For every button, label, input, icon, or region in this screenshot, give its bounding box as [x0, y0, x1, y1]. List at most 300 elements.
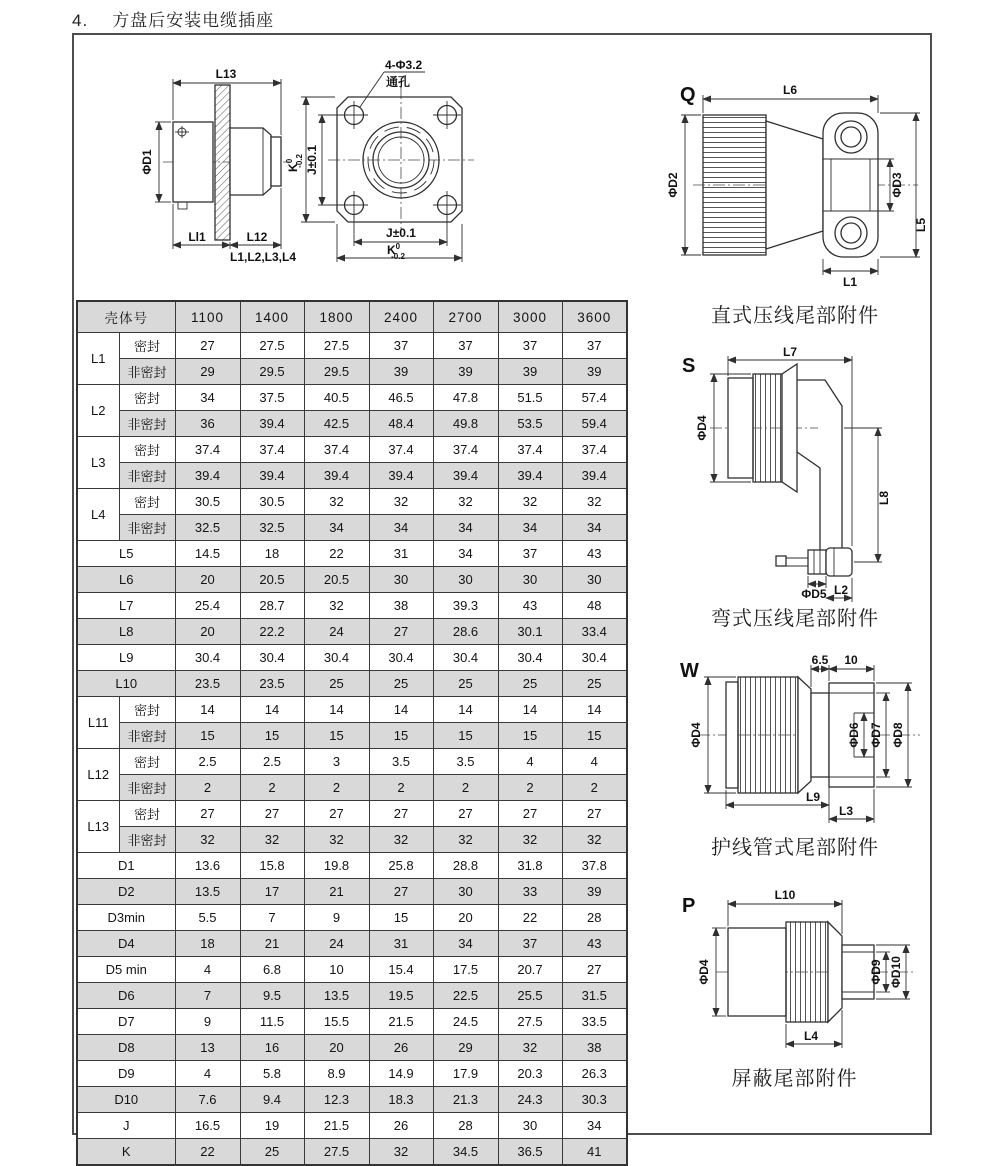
value-cell: 43: [562, 931, 627, 957]
table-row: [77, 593, 627, 619]
value-cell: 20: [304, 1035, 369, 1061]
value-cell: 22.2: [240, 619, 304, 645]
dim-label-d8: ΦD8: [891, 722, 905, 748]
value-cell: 9: [175, 1009, 240, 1035]
neck: [811, 693, 829, 777]
row-group-label: L11: [77, 697, 119, 749]
value-cell: 27: [240, 801, 304, 827]
row-label: D1: [77, 853, 175, 879]
value-cell: 27: [369, 619, 433, 645]
dim-label-d10: ΦD10: [889, 956, 903, 988]
table-row: [77, 983, 627, 1009]
accessory-q-letter: Q: [680, 84, 696, 106]
value-cell: 2: [304, 775, 369, 801]
holes-note: 4-Φ3.2: [385, 58, 423, 72]
value-cell: 32: [304, 489, 369, 515]
dim-label-l6: L6: [782, 83, 798, 97]
value-cell: 27.5: [498, 1009, 562, 1035]
row-label: L10: [77, 671, 175, 697]
row-sub-label: 非密封: [119, 827, 175, 853]
value-cell: 32: [175, 827, 240, 853]
flange-disc: [728, 378, 753, 478]
value-cell: 42.5: [304, 411, 369, 437]
value-cell: 37.4: [240, 437, 304, 463]
row-group-label: L4: [77, 489, 119, 541]
value-cell: 39: [562, 879, 627, 905]
knurled-ring: [786, 922, 828, 1022]
value-cell: 22: [304, 541, 369, 567]
table-row: [77, 1035, 627, 1061]
dim-label-l9: L9: [806, 790, 821, 804]
value-cell: 39.4: [240, 411, 304, 437]
table-row: [77, 1139, 627, 1166]
value-cell: 21: [304, 879, 369, 905]
table-row: [77, 749, 627, 775]
value-cell: 17.5: [433, 957, 498, 983]
value-cell: 28.8: [433, 853, 498, 879]
value-cell: 20.5: [240, 567, 304, 593]
table-row: [77, 905, 627, 931]
value-cell: 24.5: [433, 1009, 498, 1035]
value-cell: 19.8: [304, 853, 369, 879]
dim-label-10: 10: [844, 653, 858, 667]
value-cell: 37: [433, 333, 498, 359]
value-cell: 31.8: [498, 853, 562, 879]
value-cell: 15: [369, 723, 433, 749]
value-cell: 25.8: [369, 853, 433, 879]
table-row: [77, 1061, 627, 1087]
header-cell: 2400: [369, 301, 433, 333]
header-cell: 3000: [498, 301, 562, 333]
front-view: [285, 58, 474, 262]
value-cell: 31: [369, 541, 433, 567]
value-cell: 30.4: [304, 645, 369, 671]
value-cell: 7.6: [175, 1087, 240, 1113]
value-cell: 17.9: [433, 1061, 498, 1087]
value-cell: 32: [304, 827, 369, 853]
value-cell: 6.8: [240, 957, 304, 983]
body-cylinder: [728, 928, 786, 1016]
dim-label-l5: L5: [914, 217, 928, 233]
value-cell: 20: [175, 567, 240, 593]
value-cell: 30.4: [369, 645, 433, 671]
dimension-table: [76, 300, 628, 1166]
value-cell: 51.5: [498, 385, 562, 411]
value-cell: 33: [498, 879, 562, 905]
value-cell: 39.4: [562, 463, 627, 489]
dim-label-d7: ΦD7: [869, 722, 883, 748]
taper-body: [766, 121, 823, 249]
row-label: D5 min: [77, 957, 175, 983]
row-group-label: L2: [77, 385, 119, 437]
value-cell: 25: [240, 1139, 304, 1166]
value-cell: 34.5: [433, 1139, 498, 1166]
dim-label-d2: ΦD2: [666, 172, 680, 198]
value-cell: 39.4: [369, 463, 433, 489]
dim-label-l7: L7: [782, 345, 798, 359]
value-cell: 27: [304, 801, 369, 827]
value-cell: 34: [175, 385, 240, 411]
value-cell: 32: [369, 489, 433, 515]
value-cell: 4: [498, 749, 562, 775]
knurled-ring: [753, 374, 782, 482]
flange-plate-hatched: [215, 85, 230, 240]
value-cell: 14: [369, 697, 433, 723]
value-cell: 15: [240, 723, 304, 749]
dim-label-j-bottom: J±0.1: [386, 226, 416, 240]
value-cell: 39.4: [433, 463, 498, 489]
value-cell: 37: [498, 541, 562, 567]
value-cell: 13.5: [304, 983, 369, 1009]
value-cell: 2.5: [175, 749, 240, 775]
value-cell: 32: [433, 827, 498, 853]
accessory-p-drawing: [668, 890, 926, 1055]
table-row: [77, 411, 627, 437]
value-cell: 32.5: [240, 515, 304, 541]
value-cell: 46.5: [369, 385, 433, 411]
value-cell: 13.6: [175, 853, 240, 879]
value-cell: 32: [562, 489, 627, 515]
value-cell: 40.5: [304, 385, 369, 411]
value-cell: 34: [433, 515, 498, 541]
row-group-label: L12: [77, 749, 119, 801]
dim-label-6-5: 6.5: [811, 653, 829, 667]
value-cell: 30.4: [498, 645, 562, 671]
value-cell: 20: [433, 905, 498, 931]
dim-label-l12: L12: [246, 230, 268, 244]
value-cell: 33.5: [562, 1009, 627, 1035]
table-row: [77, 697, 627, 723]
value-cell: 2: [240, 775, 304, 801]
value-cell: 30.5: [175, 489, 240, 515]
value-cell: 14: [433, 697, 498, 723]
value-cell: 37.5: [240, 385, 304, 411]
row-sub-label: 密封: [119, 385, 175, 411]
row-label: D10: [77, 1087, 175, 1113]
dim-label-d3: ΦD3: [890, 172, 904, 198]
value-cell: 4: [175, 1061, 240, 1087]
value-cell: 23.5: [175, 671, 240, 697]
row-sub-label: 密封: [119, 489, 175, 515]
value-cell: 30.4: [175, 645, 240, 671]
value-cell: 12.3: [304, 1087, 369, 1113]
value-cell: 27: [175, 333, 240, 359]
value-cell: 7: [240, 905, 304, 931]
row-sub-label: 密封: [119, 749, 175, 775]
value-cell: 21.5: [304, 1113, 369, 1139]
value-cell: 19: [240, 1113, 304, 1139]
value-cell: 36.5: [498, 1139, 562, 1166]
value-cell: 15.5: [304, 1009, 369, 1035]
value-cell: 30: [562, 567, 627, 593]
value-cell: 39: [498, 359, 562, 385]
row-label: L6: [77, 567, 175, 593]
value-cell: 32: [498, 827, 562, 853]
value-cell: 25: [369, 671, 433, 697]
value-cell: 29: [175, 359, 240, 385]
value-cell: 18.3: [369, 1087, 433, 1113]
value-cell: 14: [175, 697, 240, 723]
table-row: [77, 801, 627, 827]
row-sub-label: 密封: [119, 697, 175, 723]
dim-label-d4: ΦD4: [697, 959, 711, 985]
row-label: D2: [77, 879, 175, 905]
value-cell: 39.4: [498, 463, 562, 489]
value-cell: 25: [304, 671, 369, 697]
value-cell: 21.5: [369, 1009, 433, 1035]
value-cell: 14: [304, 697, 369, 723]
value-cell: 9: [304, 905, 369, 931]
table-row: [77, 567, 627, 593]
header-cell: 3600: [562, 301, 627, 333]
side-view: [140, 67, 296, 264]
value-cell: 15: [562, 723, 627, 749]
value-cell: 27: [562, 801, 627, 827]
header-cell: 1100: [175, 301, 240, 333]
elbow-tube: [797, 380, 842, 554]
value-cell: 39: [562, 359, 627, 385]
table-header-row: [77, 301, 627, 333]
table-row: [77, 1009, 627, 1035]
value-cell: 33.4: [562, 619, 627, 645]
value-cell: 37: [369, 333, 433, 359]
value-cell: 27: [433, 801, 498, 827]
value-cell: 32: [240, 827, 304, 853]
value-cell: 4: [175, 957, 240, 983]
value-cell: 2: [369, 775, 433, 801]
value-cell: 28.6: [433, 619, 498, 645]
value-cell: 9.4: [240, 1087, 304, 1113]
row-label: L9: [77, 645, 175, 671]
flange-disc: [726, 682, 738, 788]
row-label: J: [77, 1113, 175, 1139]
value-cell: 22: [175, 1139, 240, 1166]
row-label: L7: [77, 593, 175, 619]
accessory-s-drawing: [668, 345, 926, 603]
value-cell: 14: [240, 697, 304, 723]
value-cell: 39.4: [304, 463, 369, 489]
row-sub-label: 非密封: [119, 723, 175, 749]
value-cell: 39.3: [433, 593, 498, 619]
value-cell: 2: [562, 775, 627, 801]
table-row: [77, 385, 627, 411]
square-flange-outline: [337, 97, 462, 222]
value-cell: 39: [369, 359, 433, 385]
value-cell: 34: [498, 515, 562, 541]
value-cell: 37.8: [562, 853, 627, 879]
accessory-w-drawing: [668, 655, 926, 827]
cable-clamp: [776, 548, 852, 576]
value-cell: 10: [304, 957, 369, 983]
value-cell: 2.5: [240, 749, 304, 775]
section-title: 方盘后安装电缆插座: [112, 11, 275, 30]
value-cell: 13: [175, 1035, 240, 1061]
value-cell: 34: [369, 515, 433, 541]
holes-note-2: 通孔: [386, 75, 411, 89]
table-row: [77, 515, 627, 541]
value-cell: 30: [369, 567, 433, 593]
dim-label-l3: L3: [838, 804, 854, 818]
value-cell: 25: [562, 671, 627, 697]
value-cell: 21.3: [433, 1087, 498, 1113]
value-cell: 14: [562, 697, 627, 723]
value-cell: 28.7: [240, 593, 304, 619]
value-cell: 5.8: [240, 1061, 304, 1087]
threaded-section: [230, 128, 271, 195]
value-cell: 26: [369, 1035, 433, 1061]
value-cell: 26.3: [562, 1061, 627, 1087]
value-cell: 34: [433, 541, 498, 567]
value-cell: 39.4: [175, 463, 240, 489]
value-cell: 15.8: [240, 853, 304, 879]
value-cell: 27: [498, 801, 562, 827]
value-cell: 37.4: [562, 437, 627, 463]
value-cell: 34: [562, 1113, 627, 1139]
value-cell: 30.4: [562, 645, 627, 671]
value-cell: 37: [498, 931, 562, 957]
dim-label-l8: L8: [877, 490, 891, 506]
value-cell: 36: [175, 411, 240, 437]
value-cell: 22.5: [433, 983, 498, 1009]
value-cell: 25: [498, 671, 562, 697]
value-cell: 39.4: [240, 463, 304, 489]
value-cell: 3.5: [433, 749, 498, 775]
value-cell: 32: [304, 593, 369, 619]
value-cell: 29.5: [304, 359, 369, 385]
section-number: 4.: [72, 11, 89, 30]
dim-label-k-left: $K^0-0.2$: [285, 154, 304, 172]
value-cell: 24.3: [498, 1087, 562, 1113]
dim-label-lgroup: L1,L2,L3,L4: [229, 250, 297, 264]
value-cell: 49.8: [433, 411, 498, 437]
header-shell-label: 壳体号: [77, 301, 175, 333]
value-cell: 14: [498, 697, 562, 723]
dim-label-l1: L1: [842, 275, 858, 289]
value-cell: 31.5: [562, 983, 627, 1009]
value-cell: 30: [433, 567, 498, 593]
dim-label-l2: L2: [833, 583, 849, 597]
value-cell: 27: [369, 879, 433, 905]
value-cell: 37.4: [498, 437, 562, 463]
dim-label-d1: ΦD1: [140, 149, 154, 175]
table-row: [77, 645, 627, 671]
value-cell: 38: [562, 1035, 627, 1061]
accessory-p-letter: P: [682, 895, 696, 917]
value-cell: 9.5: [240, 983, 304, 1009]
value-cell: 4: [562, 749, 627, 775]
value-cell: 27.5: [304, 333, 369, 359]
dim-label-l4: L4: [803, 1029, 819, 1043]
row-label: K: [77, 1139, 175, 1166]
dim-label-l11: Ll1: [188, 230, 206, 244]
value-cell: 27.5: [304, 1139, 369, 1166]
dim-label-k-bottom: $K^0$ -0.2: [387, 242, 405, 261]
table-row: [77, 931, 627, 957]
value-cell: 39: [433, 359, 498, 385]
value-cell: 8.9: [304, 1061, 369, 1087]
table-row: [77, 541, 627, 567]
accessory-w-letter: W: [680, 660, 699, 682]
value-cell: 14.5: [175, 541, 240, 567]
value-cell: 27: [562, 957, 627, 983]
value-cell: 27: [175, 801, 240, 827]
flare-cap: [798, 677, 811, 793]
value-cell: 28: [562, 905, 627, 931]
value-cell: 37: [498, 333, 562, 359]
flare-cap: [828, 922, 842, 1022]
table-row: [77, 853, 627, 879]
value-cell: 37.4: [433, 437, 498, 463]
value-cell: 30: [498, 567, 562, 593]
value-cell: 43: [498, 593, 562, 619]
value-cell: 20: [175, 619, 240, 645]
value-cell: 38: [369, 593, 433, 619]
value-cell: 20.3: [498, 1061, 562, 1087]
value-cell: 29.5: [240, 359, 304, 385]
accessory-s-letter: S: [682, 355, 696, 377]
row-label: L5: [77, 541, 175, 567]
value-cell: 30.1: [498, 619, 562, 645]
table-row: [77, 879, 627, 905]
value-cell: 30.4: [433, 645, 498, 671]
value-cell: 37.4: [175, 437, 240, 463]
value-cell: 59.4: [562, 411, 627, 437]
row-label: D6: [77, 983, 175, 1009]
table-row: [77, 489, 627, 515]
header-cell: 1400: [240, 301, 304, 333]
value-cell: 30: [498, 1113, 562, 1139]
value-cell: 14.9: [369, 1061, 433, 1087]
value-cell: 2: [175, 775, 240, 801]
row-sub-label: 非密封: [119, 463, 175, 489]
value-cell: 32.5: [175, 515, 240, 541]
dim-label-d4: ΦD4: [689, 722, 703, 748]
value-cell: 20.5: [304, 567, 369, 593]
dim-label-d6: ΦD6: [847, 722, 861, 748]
value-cell: 22: [498, 905, 562, 931]
value-cell: 18: [175, 931, 240, 957]
table-row: [77, 333, 627, 359]
dim-label-l13: L13: [215, 67, 237, 81]
row-sub-label: 密封: [119, 437, 175, 463]
value-cell: 47.8: [433, 385, 498, 411]
value-cell: 48: [562, 593, 627, 619]
value-cell: 11.5: [240, 1009, 304, 1035]
table-row: [77, 619, 627, 645]
value-cell: 15: [175, 723, 240, 749]
table-row: [77, 359, 627, 385]
value-cell: 30.3: [562, 1087, 627, 1113]
row-sub-label: 非密封: [119, 775, 175, 801]
knurled-ring: [738, 677, 798, 793]
value-cell: 15: [433, 723, 498, 749]
caption-w: 护线管式尾部附件: [711, 837, 879, 859]
row-sub-label: 密封: [119, 801, 175, 827]
value-cell: 32: [369, 1139, 433, 1166]
value-cell: 32: [498, 1035, 562, 1061]
value-cell: 34: [304, 515, 369, 541]
value-cell: 25.5: [498, 983, 562, 1009]
row-sub-label: 非密封: [119, 515, 175, 541]
value-cell: 26: [369, 1113, 433, 1139]
table-row: [77, 775, 627, 801]
value-cell: 29: [433, 1035, 498, 1061]
caption-q: 直式压线尾部附件: [711, 305, 879, 327]
value-cell: 57.4: [562, 385, 627, 411]
value-cell: 3: [304, 749, 369, 775]
row-sub-label: 密封: [119, 333, 175, 359]
value-cell: 23.5: [240, 671, 304, 697]
